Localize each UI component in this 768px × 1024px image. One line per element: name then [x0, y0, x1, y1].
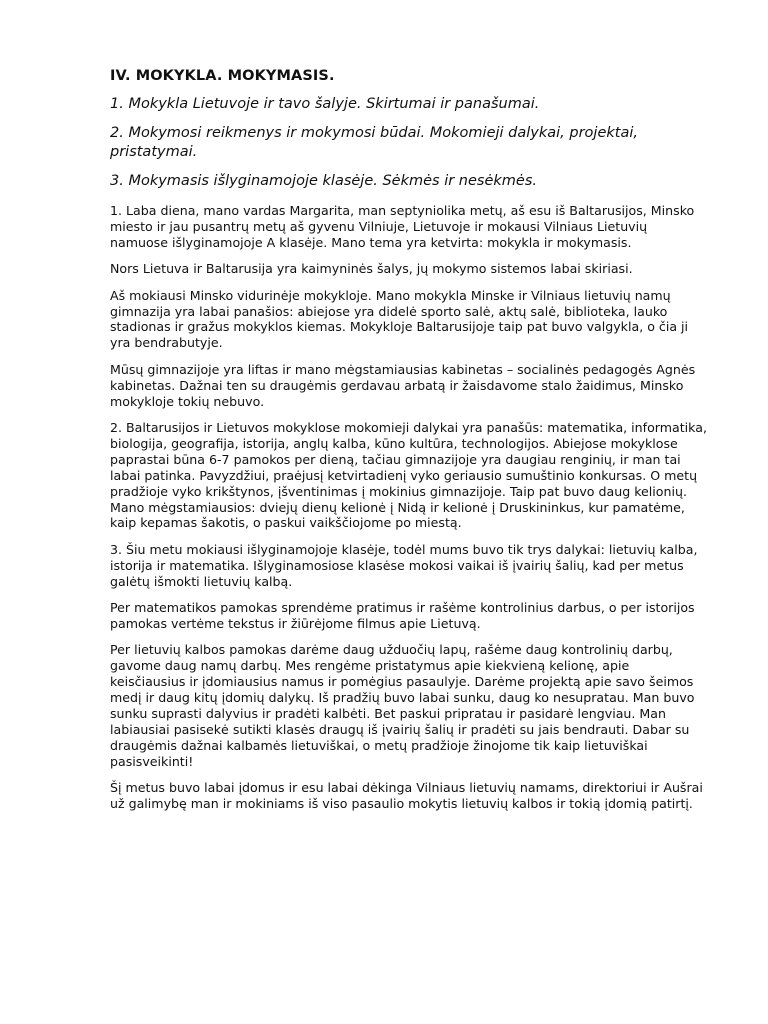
paragraph-lithuanian-lessons: Per lietuvių kalbos pamokas darėme daug užduočių lapų, rašėme daug kontrolinių darbų, gavome daug namų darbų. Mes rengėme pristatymus apie kiekvieną kelionę, apie keisčiausius ir įdomiausius namus ir pomėgius pasaulyje. Darėme projektą apie savo šeimos medį ir daug kitų įdomių dalykų. Iš pradžių buvo labai sunku, daug ko nesupratau. Man buvo sunku suprasti dalyvius ir pradėti kalbėti. Bet paskui pripratau ir pasidarė lengviau. Man labiausiai pasisekė sutikti klasės draugų iš įvairių šalių ir pradėti su jais bendrauti. Dabar su draugėmis dažnai kalbamės lietuviškai, o metų pradžioje žinojome tik kaip lietuviškai pasisveikinti!: [110, 642, 695, 769]
paragraph-intro: 1. Laba diena, mano vardas Margarita, man septyniolika metų, aš esu iš Baltarusijos, Minsko miesto ir jau pusantrų metų aš gyvenu Vilniuje, Lietuvoje ir mokausi Vilniaus Lietuvių namuose išlyginamojoje A klasėje. Mano tema yra ketvirta: mokykla ir mokymasis.: [110, 203, 695, 250]
paragraph-minsk-school: Aš mokiausi Minsko vidurinėje mokykloje. Mano mokykla Minske ir Vilniaus lietuvių namų gimnazija yra labai panašios: abiejose yra didelė sporto salė, aktų salė, biblioteka, lauko stadionas ir gražus mokyklos kiemas. Mokykloje Baltarusijoje taip pat buvo valgykla, o čia ji yra bendrabutyje.: [110, 287, 689, 351]
paragraph-conclusion: Šį metus buvo labai įdomus ir esu labai dėkinga Vilniaus lietuvių namams, direktoriui ir Aušrai už galimybę man ir mokiniams iš viso pasaulio mokytis lietuvių kalbos ir tokią įdomią patirtį.: [110, 780, 703, 811]
document-page: [110, 66, 708, 822]
paragraph-leveling-class: 3. Šiu metu mokiausi išlyginamojoje klasėje, todėl mums buvo tik trys dalykai: lietuvių kalba, istorija ir matematika. Išlyginamosiose klasėse mokosi vaikai iš įvairių šalių, kad per metus galėtų išmokti lietuvių kalbą.: [110, 541, 698, 589]
paragraph-math-history: Per matematikos pamokas sprendėme pratimus ir rašėme kontrolinius darbus, o per istorijos pamokas vertėme tekstus ir žiūrėjome filmus apie Lietuvą.: [110, 600, 695, 631]
subheading-2: 2. Mokymosi reikmenys ir mokymosi būdai. Mokomieji dalykai, projektai, pristatymai.: [110, 125, 638, 160]
paragraph-favorite-room: Mūsų gimnazijoje yra liftas ir mano mėgstamiausias kabinetas – socialinės pedagogės Agnės kabinetas. Dažnai ten su draugėmis gerdavau arbatą ir žaisdavome stalo žaidimus, Minsko mokykloje tokių nebuvo.: [110, 361, 696, 409]
subheading-1: 1. Mokykla Lietuvoje ir tavo šalyje. Skirtumai ir panašumai.: [110, 96, 540, 112]
document-title: IV. MOKYKLA. MOKYMASIS.: [110, 68, 335, 84]
paragraph-subjects: 2. Baltarusijos ir Lietuvos mokyklose mokomieji dalykai yra panašūs: matematika, informatika, biologija, geografija, istorija, anglų kalba, kūno kultūra, technologijos. Abiejose mokyklose paprastai būna 6-7 pamokos per dieną, tačiau gimnazijoje yra daugiau renginių, ir man tai labai patinka. Pavyzdžiui, praėjusį ketvirtadienį vyko geriausio sumuštinio konkursas. O metų pradžioje vyko krikštynos, įšventinimas į mokinius gimnazijoje. Taip pat buvo daug kelionių. Mano mėgstamiausios: dviejų dienų kelionė į Nidą ir kelionė į Druskininkus, kur pamatėme, kaip kepamas šakotis, o paskui vaikščiojome po miestą.: [110, 419, 707, 531]
paragraph-neighbors: Nors Lietuva ir Baltarusija yra kaimyninės šalys, jų mokymo sistemos labai skiriasi.: [110, 261, 633, 277]
subheading-3: 3. Mokymasis išlyginamojoje klasėje. Sėkmės ir nesėkmės.: [110, 173, 537, 189]
